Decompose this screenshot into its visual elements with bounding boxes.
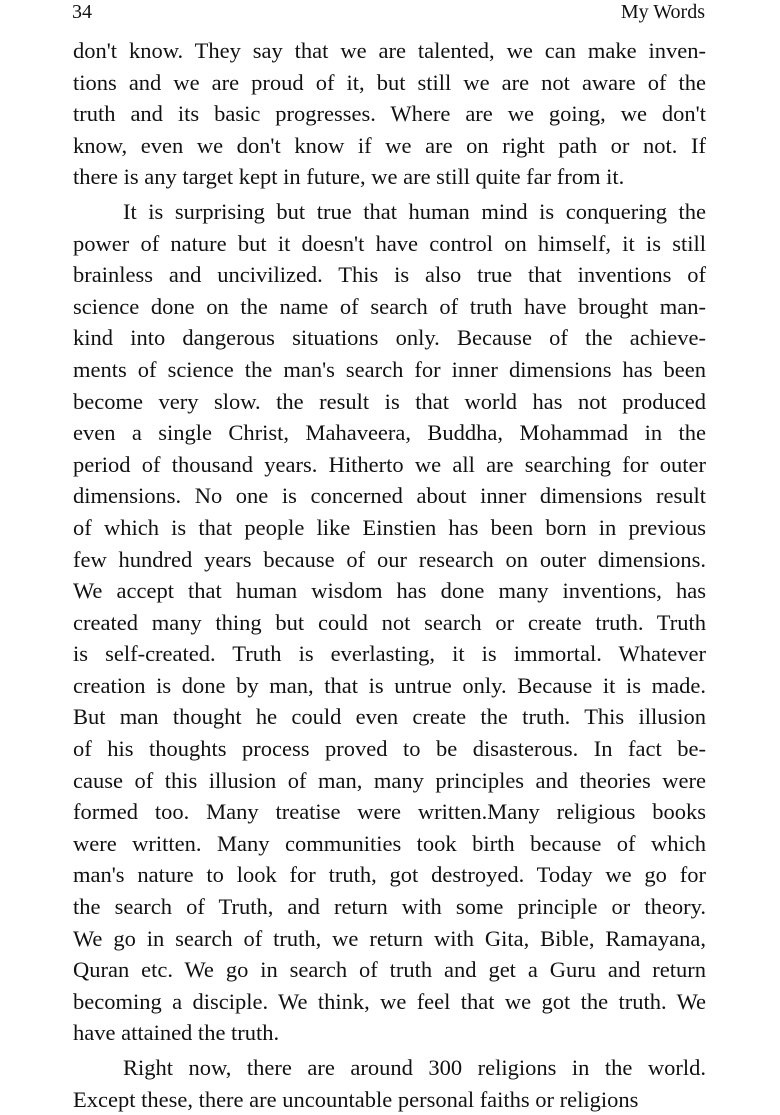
text-line: created many thing but could not search or create truth. Truth [73,609,706,635]
text-line: period of thousand years. Hitherto we all are searching for outer [73,451,706,477]
text-line: creation is done by man, that is untrue only. Because it is made. [73,672,706,698]
text-line: truth and its basic progresses. Where are we going, we don't [73,101,706,127]
page-number: 34 [72,1,92,23]
running-title: My Words [620,1,705,23]
text-line: man's nature to look for truth, got destroyed. Today we go for [73,862,706,888]
text-line: Except these, there are uncountable personal faiths or religions [73,1086,639,1112]
text-line: science done on the name of search of truth have brought man- [73,293,706,319]
text-line: Quran etc. We go in search of truth and get a Guru and return [73,957,706,983]
text-line: We accept that human wisdom has done many inventions, has [73,578,706,604]
text-line: kind into dangerous situations only. Because of the achieve- [73,325,706,351]
text-line: were written. Many communities took birth because of which [73,830,706,856]
page-header [72,0,705,24]
text-line: become very slow. the result is that world has not produced [73,388,706,414]
text-line: know, even we don't know if we are on right path or not. If [73,132,706,158]
text-line: But man thought he could even create the truth. This illusion [73,704,706,730]
text-line: tions and we are proud of it, but still we are not aware of the [73,69,706,95]
text-line: of his thoughts process proved to be disasterous. In fact be- [73,736,706,762]
body-text [73,35,706,1115]
text-line: the search of Truth, and return with some principle or theory. [73,894,706,920]
text-line: power of nature but it doesn't have control on himself, it is still [73,230,706,256]
text-line: there is any target kept in future, we are still quite far from it. [73,164,625,190]
text-line: brainless and uncivilized. This is also true that inventions of [73,262,706,288]
text-line: formed too. Many treatise were written.Many religious books [73,799,706,825]
text-line: have attained the truth. [73,1020,280,1046]
text-line: We go in search of truth, we return with Gita, Bible, Ramayana, [73,925,706,951]
text-line: dimensions. No one is concerned about inner dimensions result [73,483,706,509]
text-line: don't know. They say that we are talented, we can make inven- [73,38,706,63]
text-line: even a single Christ, Mahaveera, Buddha, Mohammad in the [73,420,706,446]
text-line: ments of science the man's search for inner dimensions has been [73,356,706,382]
text-line: few hundred years because of our research on outer dimensions. [73,546,706,572]
text-line: is self-created. Truth is everlasting, it is immortal. Whatever [73,641,706,667]
text-line: cause of this illusion of man, many principles and theories were [73,767,706,793]
text-line: becoming a disciple. We think, we feel that we got the truth. We [73,988,706,1014]
text-line: Right now, there are around 300 religions in the world. [123,1055,706,1080]
text-line: of which is that people like Einstien has been born in previous [73,514,706,540]
text-line: It is surprising but true that human mind is conquering the [123,198,706,224]
